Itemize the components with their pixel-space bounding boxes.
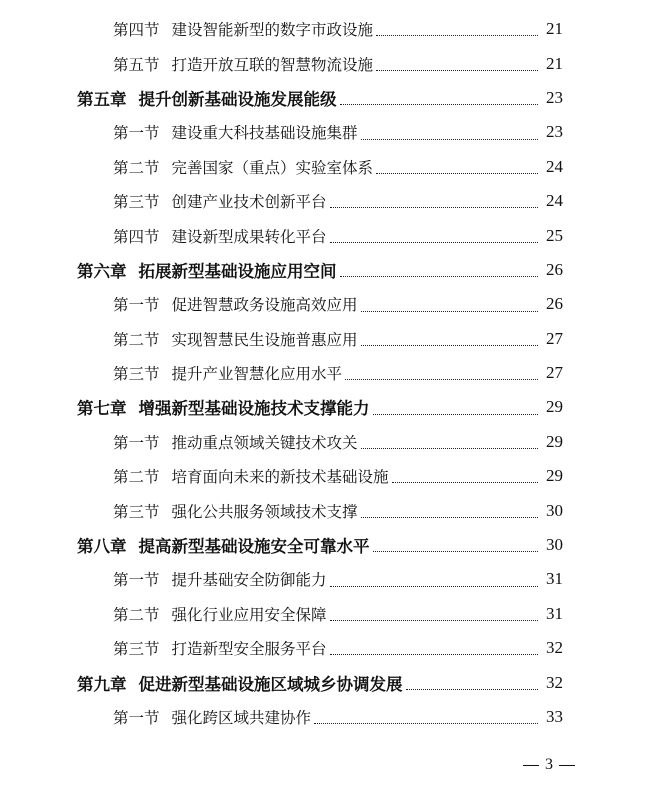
toc-entry-page-number: 31 <box>546 569 563 589</box>
toc-entry-number: 第五节 <box>113 55 160 74</box>
toc-entry-label <box>113 156 373 178</box>
toc-entry-page-number: 27 <box>546 328 563 348</box>
toc-entry-page-number: 30 <box>546 535 563 555</box>
toc-entry-title: 建设新型成果转化平台 <box>171 227 327 246</box>
toc-entry-number: 第二节 <box>113 468 160 487</box>
table-of-contents <box>0 12 651 734</box>
dot-leader <box>376 70 538 71</box>
toc-entry-label <box>113 362 342 384</box>
toc-entry-number: 第三节 <box>113 502 160 521</box>
dot-leader <box>361 345 538 346</box>
toc-entry-title: 建设重大科技基础设施集群 <box>171 124 358 143</box>
dot-leader <box>373 414 539 415</box>
toc-entry-label <box>113 637 327 659</box>
toc-entry-number: 第八章 <box>77 537 127 557</box>
toc-entry-title: 拓展新型基础设施应用空间 <box>138 261 337 281</box>
toc-section-entry[interactable] <box>0 184 651 218</box>
toc-entry-page-number: 25 <box>546 225 563 245</box>
toc-entry-page-number: 32 <box>546 638 563 658</box>
toc-section-entry[interactable] <box>0 322 651 356</box>
toc-entry-page-number: 32 <box>546 672 563 692</box>
toc-chapter-entry[interactable] <box>0 81 651 115</box>
toc-entry-number: 第一节 <box>113 124 160 143</box>
toc-entry-label <box>77 258 337 282</box>
toc-entry-title: 打造新型安全服务平台 <box>171 640 327 659</box>
toc-entry-number: 第四节 <box>113 21 160 40</box>
toc-section-entry[interactable] <box>0 115 651 149</box>
toc-entry-page-number: 23 <box>546 122 563 142</box>
toc-entry-label <box>113 568 327 590</box>
toc-section-entry[interactable] <box>0 12 651 46</box>
toc-entry-title: 打造开放互联的智慧物流设施 <box>171 55 374 74</box>
toc-entry-number: 第一节 <box>113 433 160 452</box>
footer-page-number: 3 <box>545 756 553 773</box>
toc-entry-label <box>113 465 389 487</box>
toc-section-entry[interactable] <box>0 218 651 252</box>
toc-section-entry[interactable] <box>0 597 651 631</box>
toc-entry-title: 提升创新基础设施发展能级 <box>138 89 337 109</box>
toc-chapter-entry[interactable] <box>0 390 651 424</box>
toc-entry-label <box>113 190 327 212</box>
toc-entry-label <box>113 225 327 247</box>
dot-leader <box>340 276 539 277</box>
toc-section-entry[interactable] <box>0 631 651 665</box>
dot-leader <box>330 242 538 243</box>
dot-leader <box>376 173 538 174</box>
toc-chapter-entry[interactable] <box>0 528 651 562</box>
toc-chapter-entry[interactable] <box>0 665 651 699</box>
toc-entry-page-number: 21 <box>546 53 563 73</box>
toc-entry-label <box>113 431 358 453</box>
toc-entry-number: 第三节 <box>113 640 160 659</box>
toc-entry-label <box>77 86 337 110</box>
dot-leader <box>361 517 538 518</box>
toc-entry-number: 第九章 <box>77 674 127 694</box>
dot-leader <box>330 207 538 208</box>
toc-section-entry[interactable] <box>0 287 651 321</box>
toc-entry-title: 提升基础安全防御能力 <box>171 571 327 590</box>
toc-entry-page-number: 27 <box>546 363 563 383</box>
toc-entry-number: 第一节 <box>113 709 160 727</box>
toc-entry-page-number: 26 <box>546 294 563 314</box>
toc-entry-number: 第二节 <box>113 605 160 624</box>
toc-entry-page-number: 29 <box>546 466 563 486</box>
dot-leader <box>330 620 538 621</box>
toc-entry-title: 推动重点领域关键技术攻关 <box>171 433 358 452</box>
toc-entry-title: 实现智慧民生设施普惠应用 <box>171 330 358 349</box>
toc-entry-number: 第七章 <box>77 399 127 419</box>
toc-entry-label <box>77 671 403 695</box>
toc-entry-page-number: 29 <box>546 431 563 451</box>
toc-entry-title: 创建产业技术创新平台 <box>171 193 327 212</box>
toc-entry-number: 第一节 <box>113 571 160 590</box>
toc-entry-page-number: 21 <box>546 19 563 39</box>
toc-entry-label <box>113 500 358 522</box>
toc-entry-number: 第三节 <box>113 193 160 212</box>
dot-leader <box>345 379 538 380</box>
toc-entry-title: 强化行业应用安全保障 <box>171 605 327 624</box>
toc-entry-number: 第六章 <box>77 261 127 281</box>
toc-entry-title: 培育面向未来的新技术基础设施 <box>171 468 389 487</box>
toc-entry-page-number: 30 <box>546 500 563 520</box>
toc-entry-label <box>113 328 358 350</box>
dot-leader <box>330 654 538 655</box>
toc-section-entry[interactable] <box>0 562 651 596</box>
toc-entry-title: 强化公共服务领域技术支撑 <box>171 502 358 521</box>
dot-leader <box>330 586 538 587</box>
toc-entry-title: 完善国家（重点）实验室体系 <box>171 158 374 177</box>
toc-entry-label <box>113 53 373 75</box>
toc-section-entry[interactable] <box>0 700 651 734</box>
toc-entry-label <box>113 603 327 625</box>
toc-chapter-entry[interactable] <box>0 253 651 287</box>
toc-entry-title: 增强新型基础设施技术支撑能力 <box>138 399 370 419</box>
toc-section-entry[interactable] <box>0 46 651 80</box>
toc-entry-title: 强化跨区域共建协作 <box>171 709 312 727</box>
toc-entry-number: 第四节 <box>113 227 160 246</box>
toc-entry-page-number: 26 <box>546 259 563 279</box>
toc-section-entry[interactable] <box>0 150 651 184</box>
toc-entry-label <box>113 706 311 728</box>
footer-dash-right <box>559 765 575 766</box>
toc-entry-number: 第五章 <box>77 89 127 109</box>
toc-entry-label <box>113 293 358 315</box>
toc-entry-page-number: 23 <box>546 87 563 107</box>
toc-entry-label <box>113 18 373 40</box>
toc-entry-title: 促进智慧政务设施高效应用 <box>171 296 358 315</box>
dot-leader <box>361 311 538 312</box>
toc-entry-page-number: 31 <box>546 603 563 623</box>
toc-section-entry[interactable] <box>0 356 651 390</box>
toc-entry-title: 促进新型基础设施区域城乡协调发展 <box>138 674 403 694</box>
toc-section-entry[interactable] <box>0 425 651 459</box>
dot-leader <box>361 139 538 140</box>
toc-entry-title: 提升产业智慧化应用水平 <box>171 365 343 384</box>
dot-leader <box>340 104 539 105</box>
toc-entry-page-number: 24 <box>546 156 563 176</box>
toc-entry-label <box>77 533 370 557</box>
toc-entry-page-number: 24 <box>546 191 563 211</box>
toc-section-entry[interactable] <box>0 493 651 527</box>
dot-leader <box>376 35 538 36</box>
toc-section-entry[interactable] <box>0 459 651 493</box>
toc-entry-number: 第一节 <box>113 296 160 315</box>
toc-entry-number: 第三节 <box>113 365 160 384</box>
footer-dash-left <box>523 765 539 766</box>
toc-entry-page-number: 33 <box>546 707 563 726</box>
toc-entry-number: 第二节 <box>113 330 160 349</box>
toc-entry-title: 建设智能新型的数字市政设施 <box>171 21 374 40</box>
dot-leader <box>392 482 538 483</box>
dot-leader <box>361 448 538 449</box>
toc-entry-title: 提高新型基础设施安全可靠水平 <box>138 537 370 557</box>
dot-leader <box>314 723 538 724</box>
toc-entry-label <box>77 395 370 419</box>
toc-entry-page-number: 29 <box>546 397 563 417</box>
dot-leader <box>406 689 539 690</box>
page-footer <box>517 756 581 774</box>
toc-entry-label <box>113 121 358 143</box>
dot-leader <box>373 551 539 552</box>
toc-entry-number: 第二节 <box>113 158 160 177</box>
